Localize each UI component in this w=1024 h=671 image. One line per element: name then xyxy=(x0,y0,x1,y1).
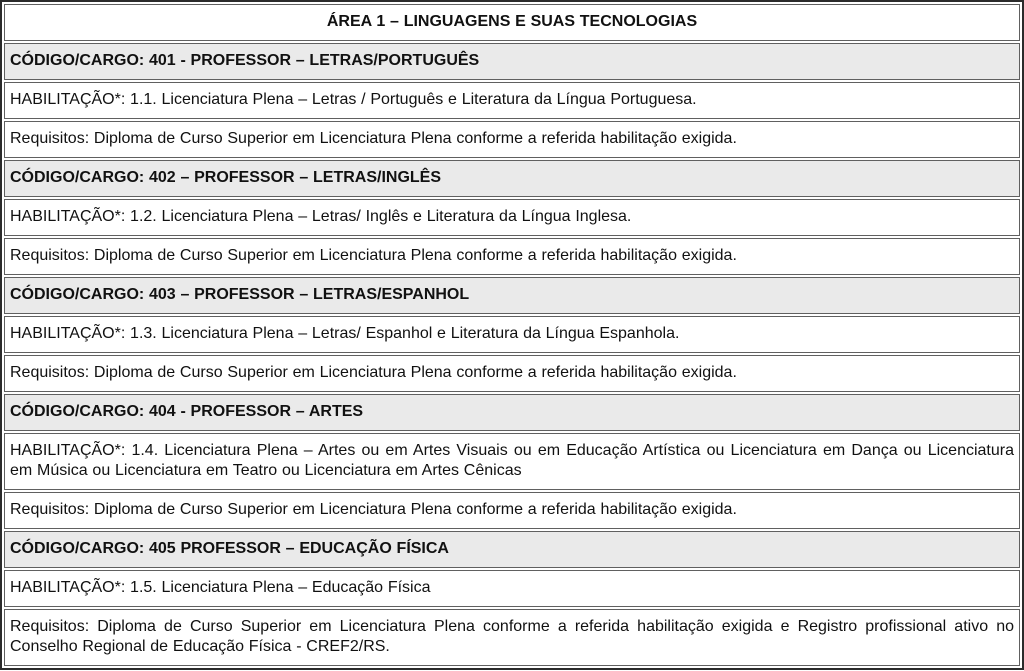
habilitacao-401: HABILITAÇÃO*: 1.1. Licenciatura Plena – Letras / Português e Literatura da Língua Portuguesa. xyxy=(4,82,1020,119)
habilitacao-402: HABILITAÇÃO*: 1.2. Licenciatura Plena – Letras/ Inglês e Literatura da Língua Inglesa. xyxy=(4,199,1020,236)
requisitos-row xyxy=(4,609,1020,666)
requisitos-row xyxy=(4,238,1020,275)
codigo-cargo-404: CÓDIGO/CARGO: 404 - PROFESSOR – ARTES xyxy=(4,394,1020,431)
codigo-cargo-401: CÓDIGO/CARGO: 401 - PROFESSOR – LETRAS/PORTUGUÊS xyxy=(4,43,1020,80)
codigo-cargo-row xyxy=(4,531,1020,568)
habilitacao-row xyxy=(4,316,1020,353)
codigo-cargo-402: CÓDIGO/CARGO: 402 – PROFESSOR – LETRAS/INGLÊS xyxy=(4,160,1020,197)
area-header-row xyxy=(4,4,1020,41)
habilitacao-405: HABILITAÇÃO*: 1.5. Licenciatura Plena – Educação Física xyxy=(4,570,1020,607)
codigo-cargo-row xyxy=(4,277,1020,314)
codigo-cargo-403: CÓDIGO/CARGO: 403 – PROFESSOR – LETRAS/ESPANHOL xyxy=(4,277,1020,314)
requisitos-401: Requisitos: Diploma de Curso Superior em Licenciatura Plena conforme a referida habilitação exigida. xyxy=(4,121,1020,158)
habilitacao-row xyxy=(4,82,1020,119)
area-title: ÁREA 1 – LINGUAGENS E SUAS TECNOLOGIAS xyxy=(4,4,1020,41)
habilitacao-403: HABILITAÇÃO*: 1.3. Licenciatura Plena – Letras/ Espanhol e Literatura da Língua Espanhola. xyxy=(4,316,1020,353)
codigo-cargo-row xyxy=(4,160,1020,197)
codigo-cargo-row xyxy=(4,394,1020,431)
requisitos-row xyxy=(4,121,1020,158)
requisitos-404: Requisitos: Diploma de Curso Superior em Licenciatura Plena conforme a referida habilitação exigida. xyxy=(4,492,1020,529)
codigo-cargo-row xyxy=(4,43,1020,80)
requisitos-row xyxy=(4,355,1020,392)
habilitacao-row xyxy=(4,199,1020,236)
requisitos-402: Requisitos: Diploma de Curso Superior em Licenciatura Plena conforme a referida habilitação exigida. xyxy=(4,238,1020,275)
requisitos-row xyxy=(4,492,1020,529)
habilitacao-row xyxy=(4,433,1020,490)
requisitos-405: Requisitos: Diploma de Curso Superior em Licenciatura Plena conforme a referida habilitação exigida e Registro profissional ativo no Conselho Regional de Educação Física - CREF2/RS. xyxy=(4,609,1020,666)
habilitacao-404: HABILITAÇÃO*: 1.4. Licenciatura Plena – Artes ou em Artes Visuais ou em Educação Artística ou Licenciatura em Dança ou Licenciatura em Música ou Licenciatura em Teatro ou Licenciatura em Artes Cênicas xyxy=(4,433,1020,490)
habilitacao-row xyxy=(4,570,1020,607)
requisitos-403: Requisitos: Diploma de Curso Superior em Licenciatura Plena conforme a referida habilitação exigida. xyxy=(4,355,1020,392)
codigo-cargo-405: CÓDIGO/CARGO: 405 PROFESSOR – EDUCAÇÃO FÍSICA xyxy=(4,531,1020,568)
